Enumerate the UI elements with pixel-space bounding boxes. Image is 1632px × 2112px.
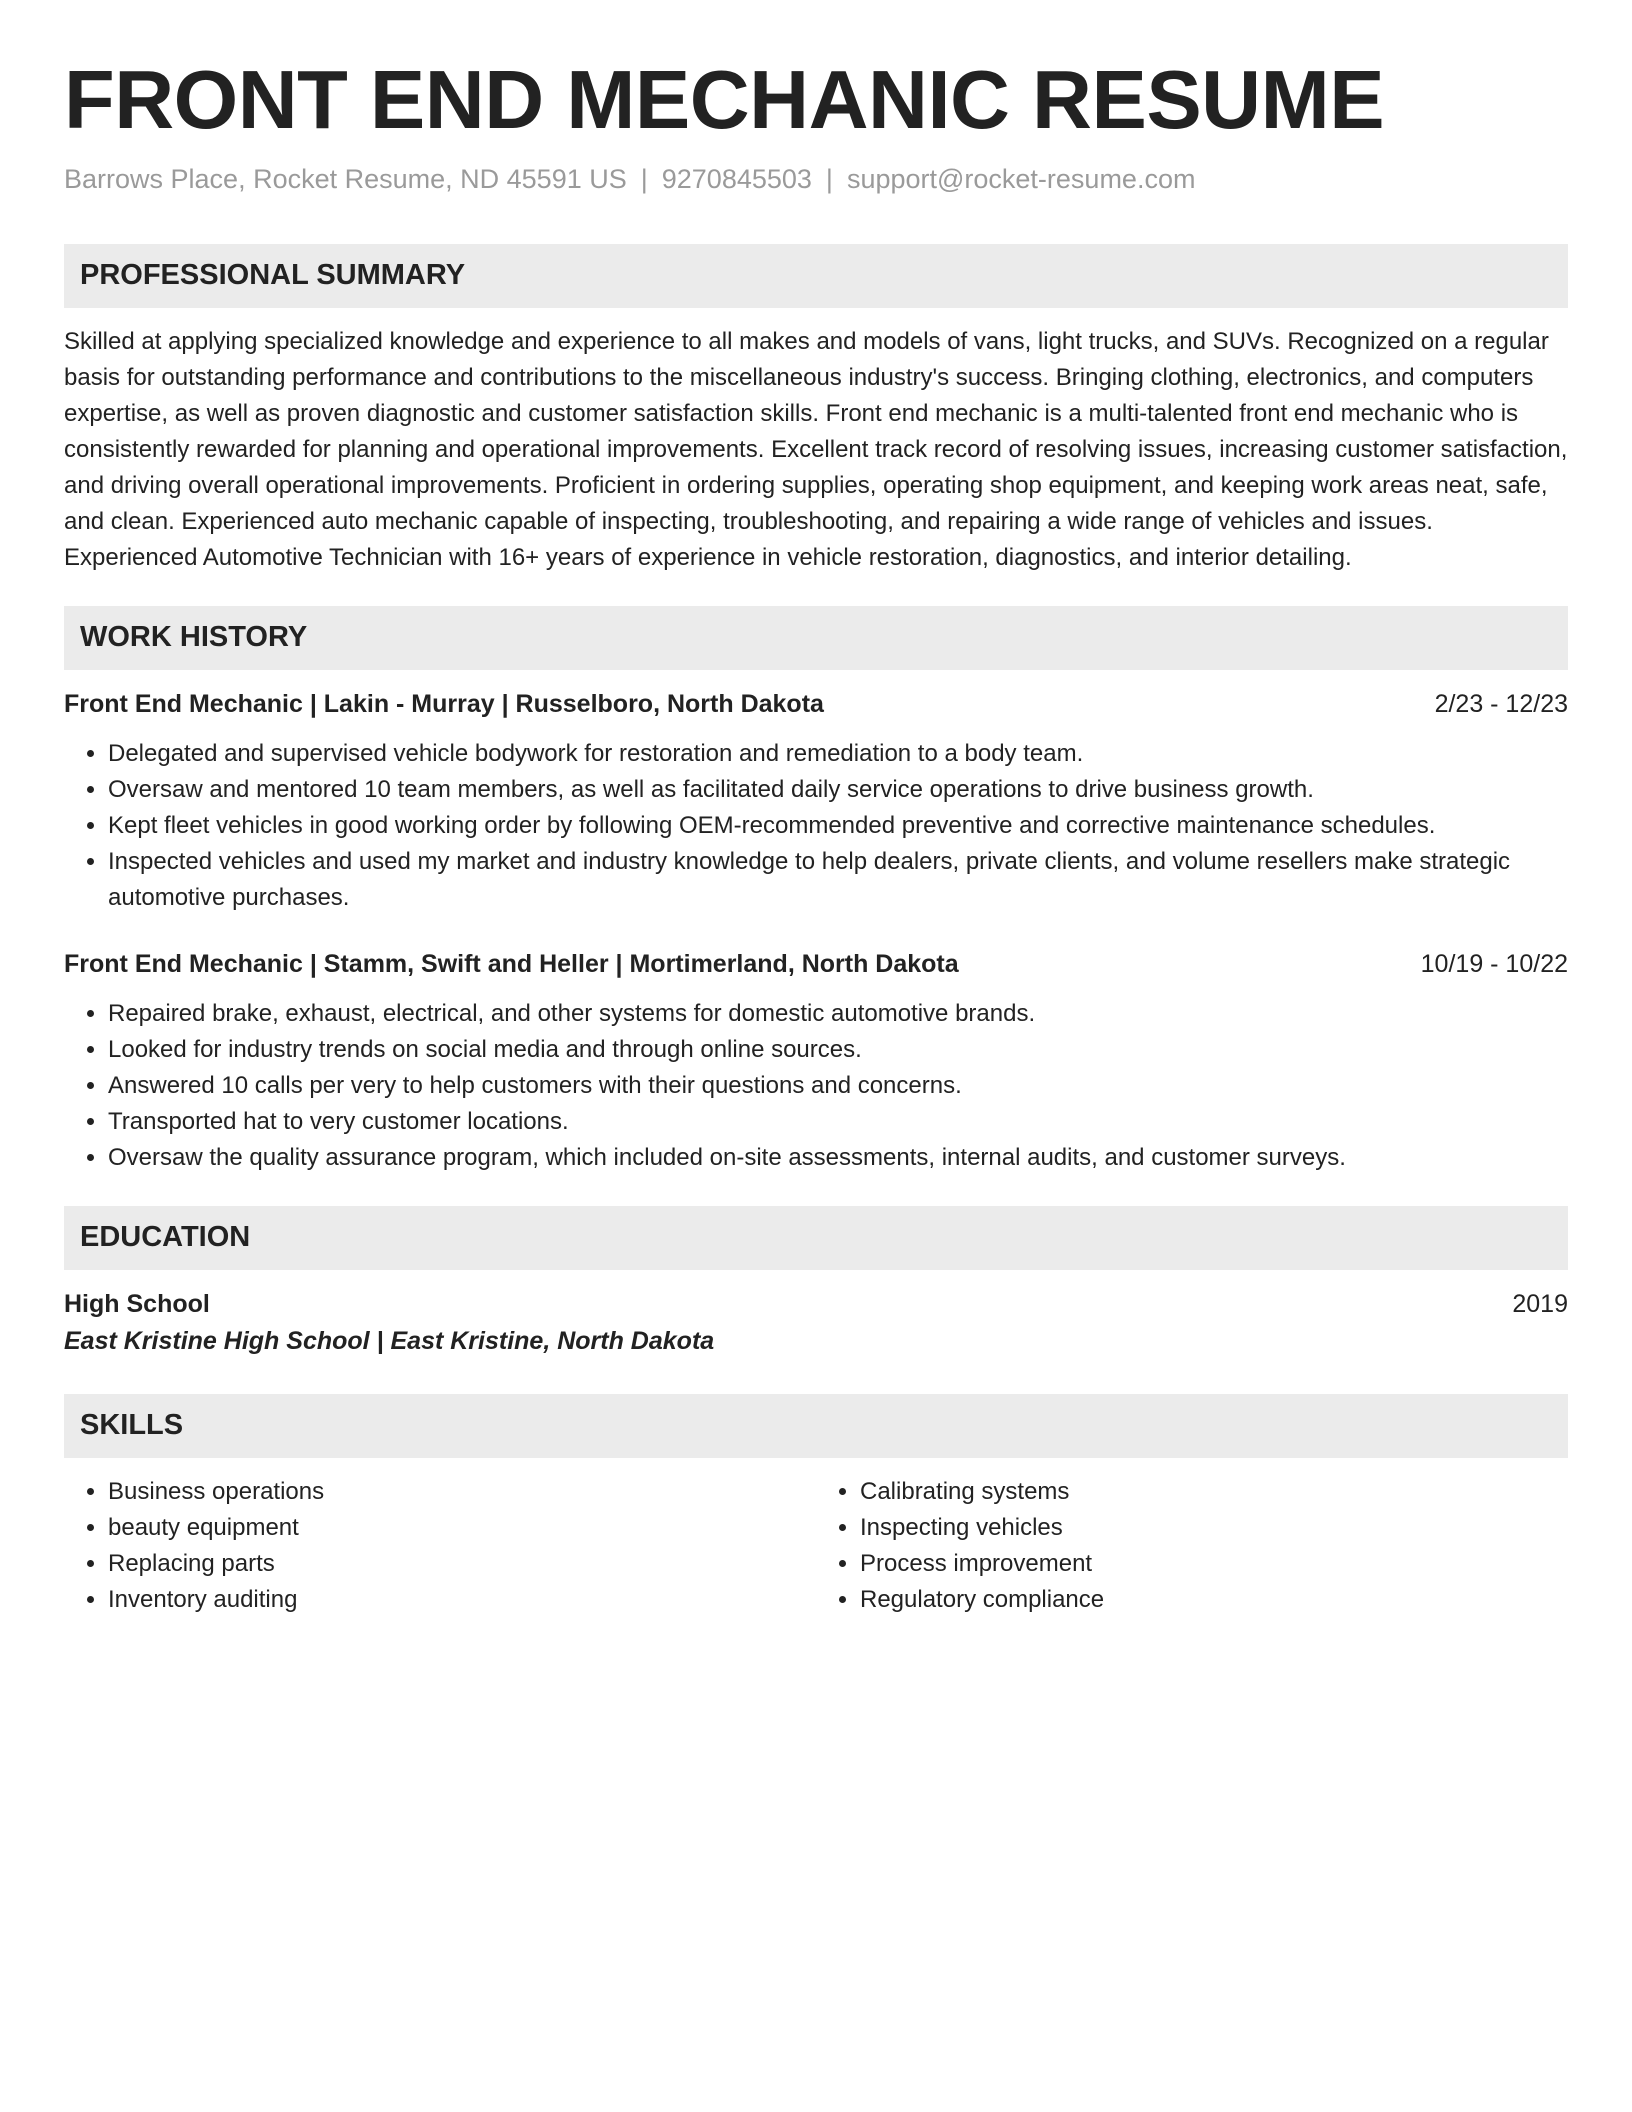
contact-phone: 9270845503: [661, 164, 812, 195]
summary-text: Skilled at applying specialized knowledge and experience to all makes and models of vans, light trucks, and SUVs. Recognized on a regular basis for outstanding performance and contributions to the miscellaneous industry's success. Bringing clothing, electronics, and computers expertise, as well as proven diagnostic and customer satisfaction skills. Front end mechanic is a multi-talented front end mechanic who is consistently rewarded for planning and operational improvements. Excellent track record of resolving issues, increasing customer satisfaction, and driving overall operational improvements. Proficient in ordering supplies, operating shop equipment, and keeping work areas neat, safe, and clean. Experienced auto mechanic capable of inspecting, troubleshooting, and repairing a wide range of vehicles and issues. Experienced Automotive Technician with 16+ years of experience in vehicle restoration, diagnostics, and interior detailing.: [64, 327, 1568, 571]
job-bullet: • Answered 10 calls per very to help customers with their questions and concerns.: [108, 1068, 1568, 1104]
contact-address: Barrows Place, Rocket Resume, ND 45591 US: [64, 164, 627, 195]
job-bullet: • Inspected vehicles and used my market and industry knowledge to help dealers, private clients, and volume resellers make strategic automotive purchases.: [108, 844, 1568, 916]
skills-list: [64, 1474, 1568, 1618]
education-header: [64, 1286, 1568, 1322]
job-entry: [64, 946, 1568, 1176]
skill-item: • Replacing parts: [108, 1546, 816, 1582]
job-bullet: • Looked for industry trends on social media and through online sources.: [108, 1032, 1568, 1068]
skills-column-right: [816, 1474, 1568, 1618]
job-bullets: [64, 736, 1568, 916]
education-degree: High School: [64, 1289, 210, 1318]
skills-column-left: [64, 1474, 816, 1618]
job-bullet: • Oversaw and mentored 10 team members, as well as facilitated daily service operations to drive business growth.: [108, 772, 1568, 808]
skill-item: • Inspecting vehicles: [860, 1510, 1568, 1546]
contact-line: [64, 163, 1568, 195]
job-bullets: [64, 996, 1568, 1176]
skill-item: • beauty equipment: [108, 1510, 816, 1546]
education-entry: [64, 1286, 1568, 1360]
job-dates: 10/19 - 10/22: [1420, 949, 1568, 978]
job-header: [64, 946, 1568, 982]
job-title: Front End Mechanic | Lakin - Murray | Russelboro, North Dakota: [64, 689, 824, 718]
education-school: East Kristine High School | East Kristine, North Dakota: [64, 1326, 715, 1355]
job-bullet: • Oversaw the quality assurance program, which included on-site assessments, internal audits, and customer surveys.: [108, 1140, 1568, 1176]
summary-section-heading: PROFESSIONAL SUMMARY: [64, 244, 1568, 308]
job-header: [64, 686, 1568, 722]
contact-email: support@rocket-resume.com: [846, 164, 1196, 195]
skill-item: • Calibrating systems: [860, 1474, 1568, 1510]
job-title: Front End Mechanic | Stamm, Swift and Heller | Mortimerland, North Dakota: [64, 949, 959, 978]
work-history-section-heading: WORK HISTORY: [64, 606, 1568, 670]
job-dates: 2/23 - 12/23: [1434, 689, 1568, 718]
resume-page: [64, 52, 1568, 1618]
job-entry: [64, 686, 1568, 916]
skill-item: • Inventory auditing: [108, 1582, 816, 1618]
contact-separator: |: [825, 164, 833, 195]
skills-section-heading: SKILLS: [64, 1394, 1568, 1458]
education-year: 2019: [1512, 1289, 1568, 1318]
skill-item: • Regulatory compliance: [860, 1582, 1568, 1618]
skill-item: • Process improvement: [860, 1546, 1568, 1582]
education-section-heading: EDUCATION: [64, 1206, 1568, 1270]
resume-title: FRONT END MECHANIC RESUME: [64, 53, 1385, 146]
job-bullet: • Repaired brake, exhaust, electrical, and other systems for domestic automotive brands.: [108, 996, 1568, 1032]
contact-separator: |: [640, 164, 648, 195]
job-bullet: • Kept fleet vehicles in good working order by following OEM-recommended preventive and corrective maintenance schedules.: [108, 808, 1568, 844]
skill-item: • Business operations: [108, 1474, 816, 1510]
job-bullet: • Transported hat to very customer locations.: [108, 1104, 1568, 1140]
job-bullet: • Delegated and supervised vehicle bodywork for restoration and remediation to a body team.: [108, 736, 1568, 772]
